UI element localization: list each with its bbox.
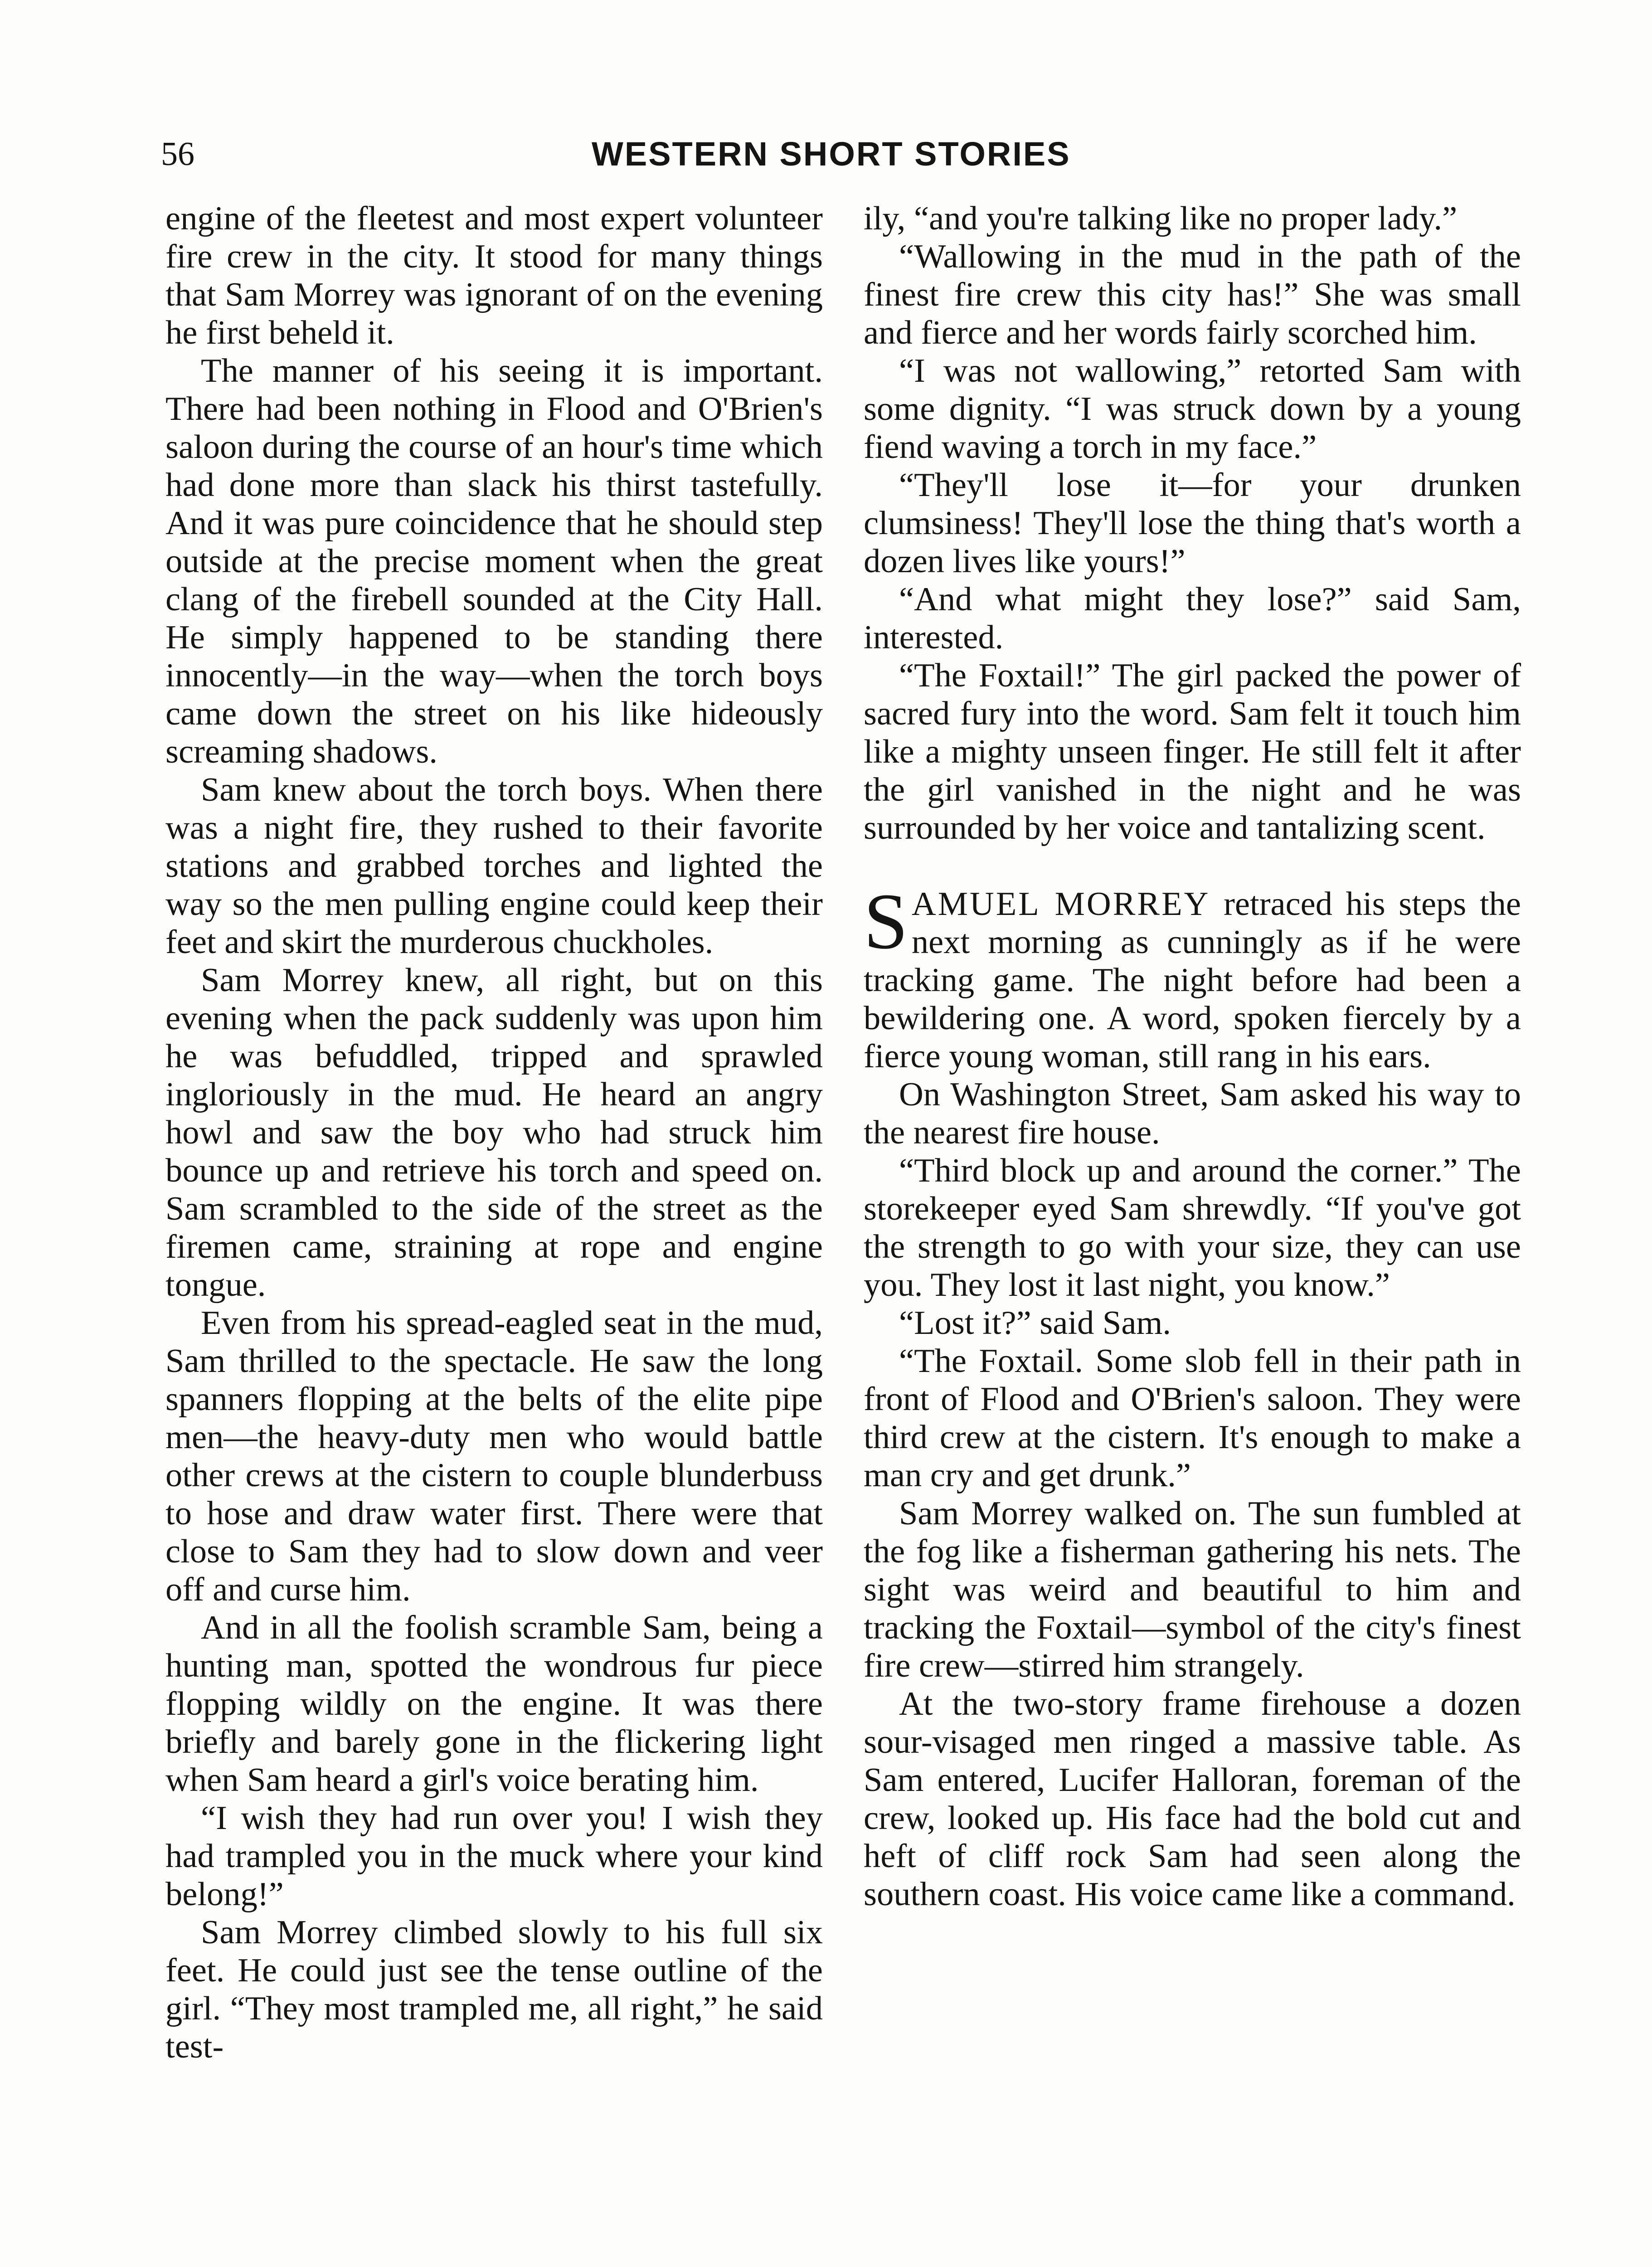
left-text-column: [165, 199, 823, 2066]
paragraph: Sam knew about the torch boys. When there was a night fire, they rushed to their favorite stations and grabbed torches and lighted the way so the men pulling engine could keep their feet and skirt the murderous chuckholes.: [165, 771, 823, 961]
right-text-column: [864, 199, 1521, 1913]
paragraph: And in all the foolish scramble Sam, being a hunting man, spotted the wondrous fur piece flopping wildly on the engine. It was there briefly and barely gone in the flickering light when Sam heard a girl's voice berating him.: [165, 1609, 823, 1799]
paragraph: Sam Morrey walked on. The sun fumbled at the fog like a fisherman gathering his nets. The sight was weird and beautiful to him and tracking the Foxtail—symbol of the city's finest fire crew—stirred him strangely.: [864, 1495, 1521, 1684]
lead-in-text: AMUEL MORREY: [911, 885, 1210, 923]
paragraph: At the two-story frame firehouse a dozen sour-visaged men ringed a massive table. As Sam entered, Lucifer Halloran, foreman of the crew, looked up. His face had the bold cut and heft of cliff rock Sam had seen along the southern coast. His voice came like a command.: [864, 1685, 1521, 1913]
paragraph: Sam Morrey climbed slowly to his full six feet. He could just see the tense outline of the girl. “They most trampled me, all right,” he said test-: [165, 1914, 823, 2065]
paragraph: ily, “and you're talking like no proper lady.”: [864, 200, 1458, 237]
paragraph: On Washington Street, Sam asked his way to the nearest fire house.: [864, 1076, 1521, 1151]
page-number: 56: [161, 136, 194, 173]
paragraph: engine of the fleetest and most expert volunteer fire crew in the city. It stood for many things that Sam Morrey was ignorant of on the evening he first beheld it.: [165, 200, 823, 351]
paragraph: “I wish they had run over you! I wish they had trampled you in the muck where your kind belong!”: [165, 1800, 823, 1913]
paragraph: “The Foxtail. Some slob fell in their path in front of Flood and O'Brien's saloon. They were third crew at the cistern. It's enough to make a man cry and get drunk.”: [864, 1343, 1521, 1494]
paragraph: “Wallowing in the mud in the path of the finest fire crew this city has!” She was small and fierce and her words fairly scorched him.: [864, 238, 1521, 351]
paragraph: “Third block up and around the corner.” The storekeeper eyed Sam shrewdly. “If you've got the strength to go with your size, they can use you. They lost it last night, you know.”: [864, 1152, 1521, 1304]
paragraph: Sam Morrey knew, all right, but on this evening when the pack suddenly was upon him he was befuddled, tripped and sprawled ingloriously in the mud. He heard an angry howl and saw the boy who had struck him bounce up and retrieve his torch and speed on. Sam scrambled to the side of the street as the firemen came, straining at rope and engine tongue.: [165, 962, 823, 1304]
section-start-paragraph: [864, 877, 1521, 1075]
paragraph: The manner of his seeing it is important. There had been nothing in Flood and O'Brien's saloon during the course of an hour's time which had done more than slack his thirst tastefully. And it was pure coincidence that he should step outside at the precise moment when the great clang of the firebell sounded at the City Hall. He simply happened to be standing there innocently—in the way—when the torch boys came down the street on his like hideously screaming shadows.: [165, 352, 823, 770]
running-title: WESTERN SHORT STORIES: [592, 135, 1071, 173]
paragraph: “I was not wallowing,” retorted Sam with some dignity. “I was struck down by a young fiend waving a torch in my face.”: [864, 352, 1521, 466]
paragraph-text: retraced his steps the next morning as cunningly as if he were tracking game. The night before had been a bewildering one. A word, spoken fiercely by a fierce young woman, still rang in his ears.: [864, 885, 1521, 1075]
paragraph: “They'll lose it—for your drunken clumsiness! They'll lose the thing that's worth a dozen lives like yours!”: [864, 467, 1521, 580]
paragraph: “And what might they lose?” said Sam, interested.: [864, 581, 1521, 656]
paragraph: Even from his spread-eagled seat in the mud, Sam thrilled to the spectacle. He saw the long spanners flopping at the belts of the elite pipe men—the heavy-duty men who would battle other crews at the cistern to couple blunderbuss to hose and draw water first. There were that close to Sam they had to slow down and veer off and curse him.: [165, 1304, 823, 1608]
drop-cap: S: [864, 877, 908, 966]
page-header: [161, 131, 1077, 186]
paragraph: “Lost it?” said Sam.: [899, 1304, 1171, 1342]
paragraph: “The Foxtail!” The girl packed the power of sacred fury into the word. Sam felt it touch him like a mighty unseen finger. He still felt it after the girl vanished in the night and he was surrounded by her voice and tantalizing scent.: [864, 657, 1521, 846]
